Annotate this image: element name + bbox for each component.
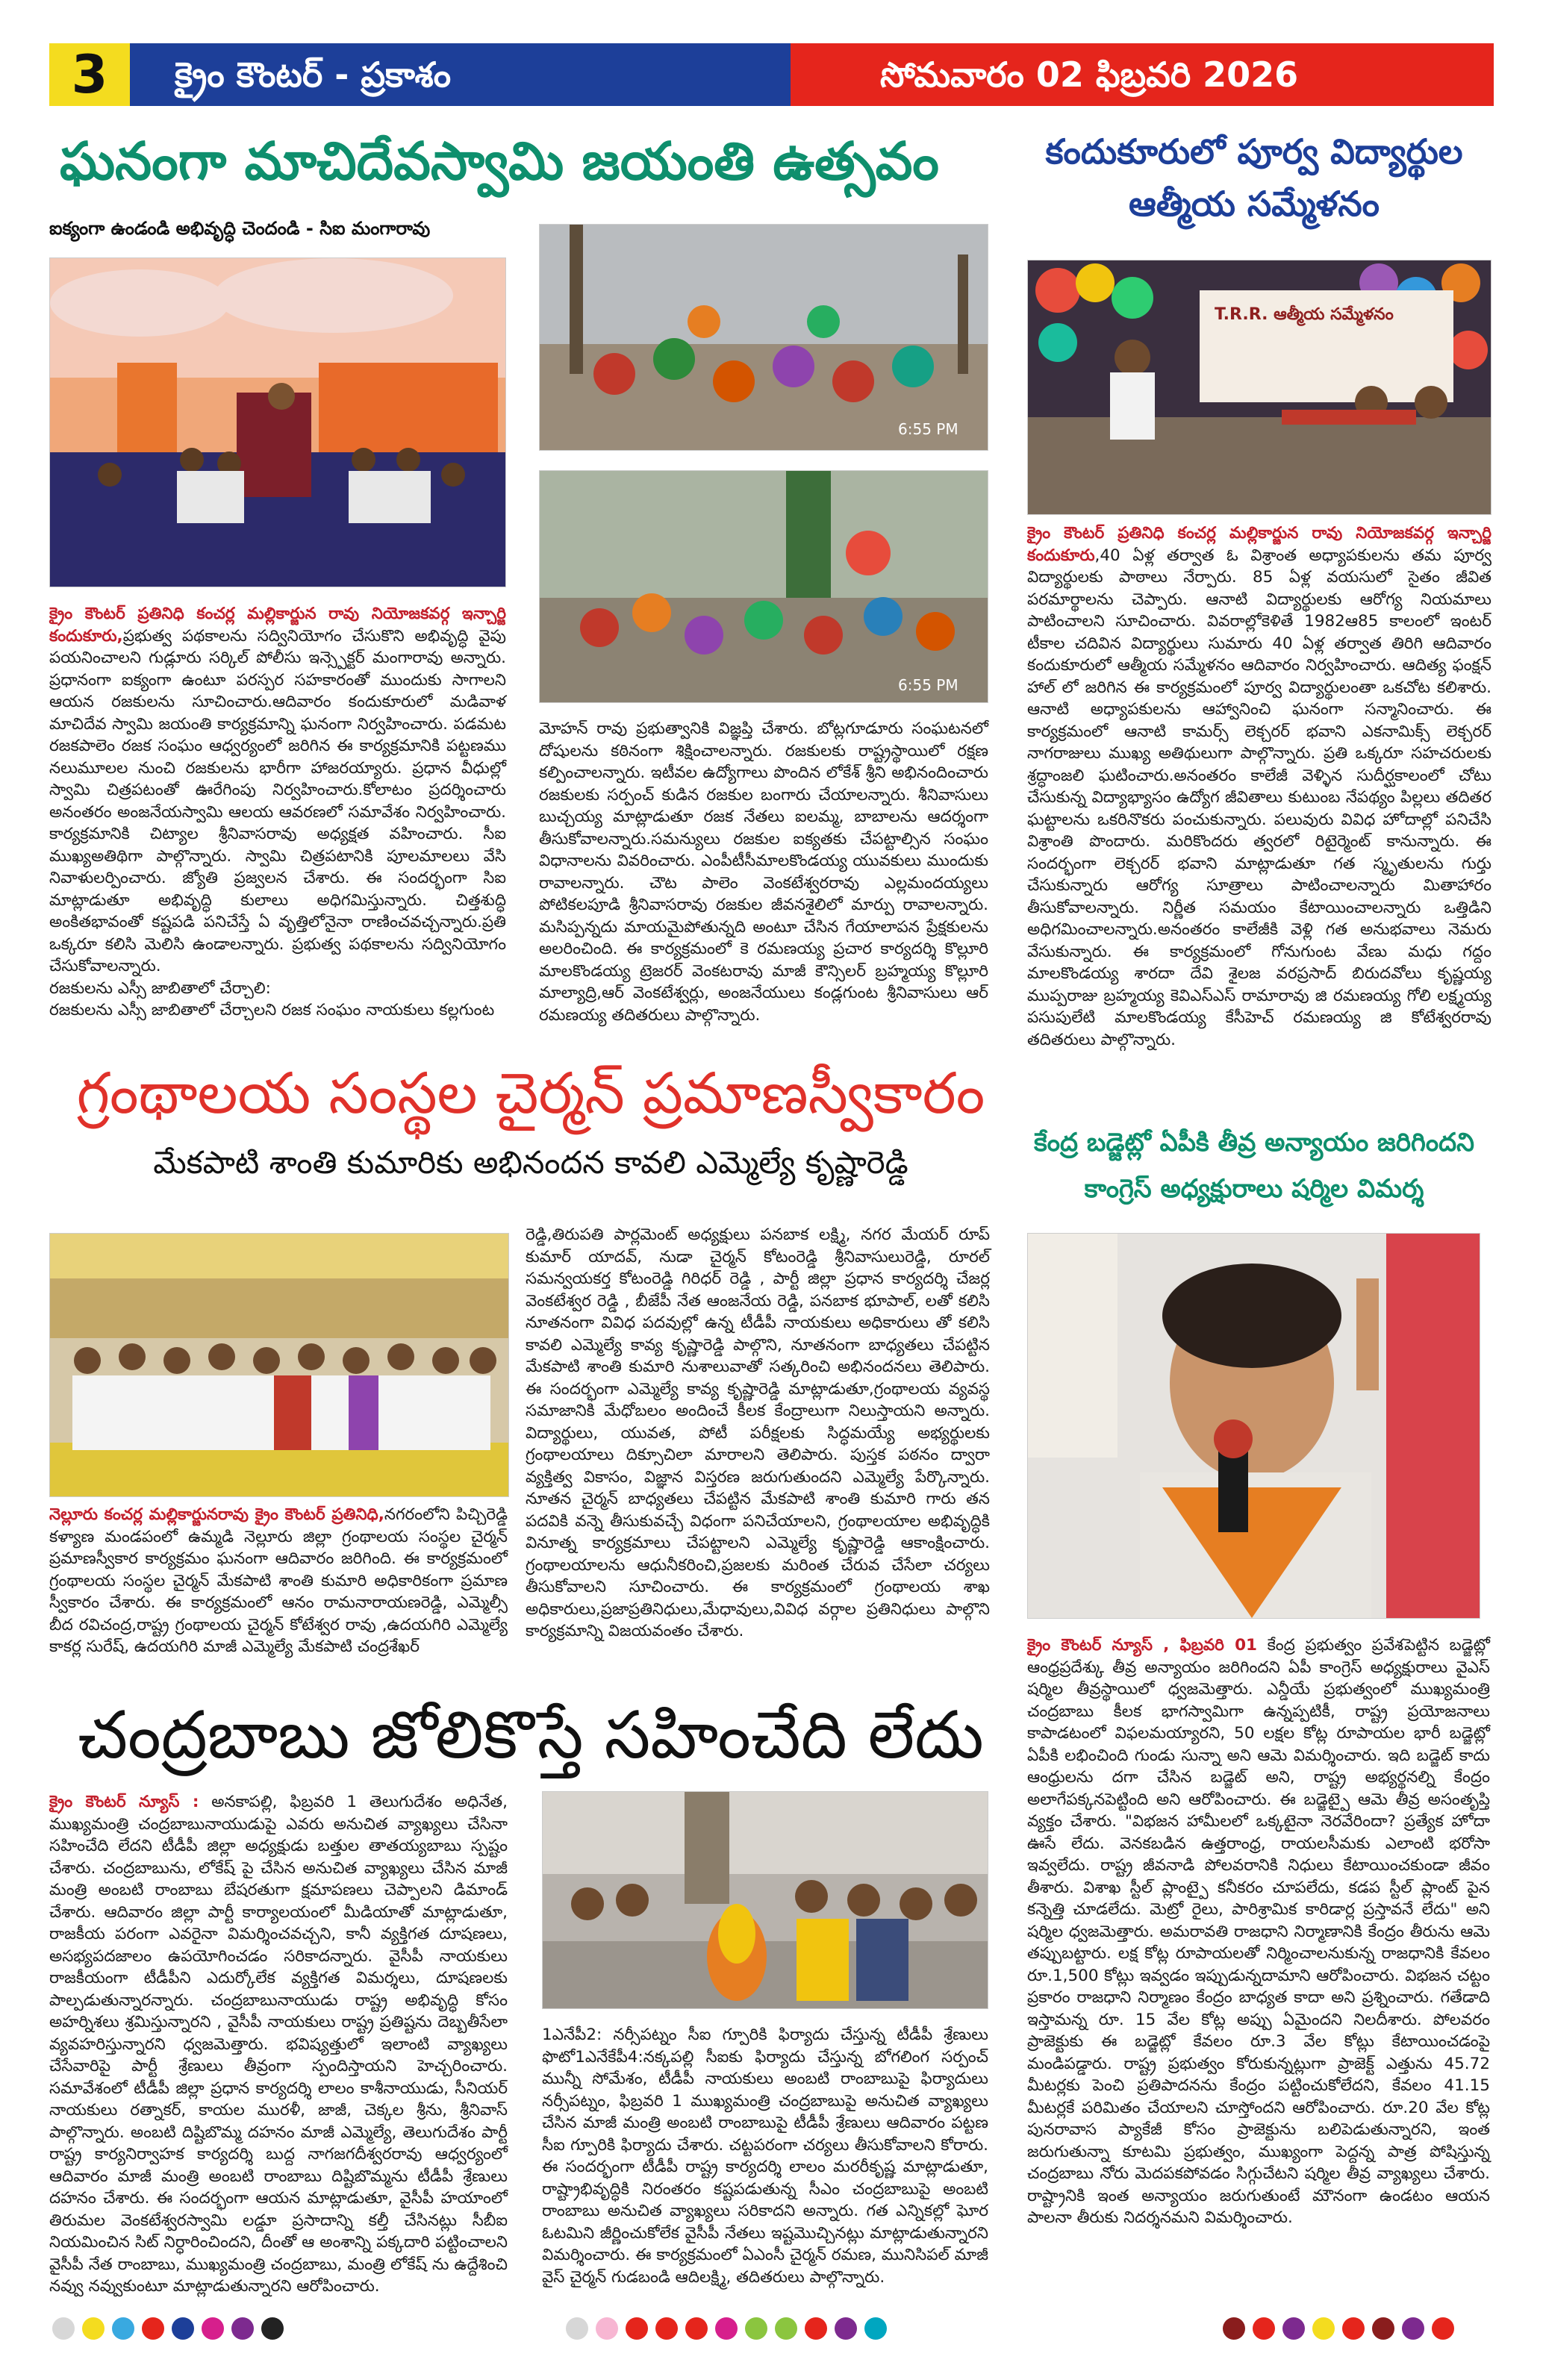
footer-dot [172,2317,194,2340]
story1-photo-dance-1 [539,224,988,451]
footer-dot [261,2317,284,2340]
byline: నెల్లూరు కంచర్ల మల్లికార్జునరావు క్రైం కౌంటర్ ప్రతినిధి, [49,1505,384,1524]
story2-body: క్రైం కౌంటర్ ప్రతినిధి కంచర్ల మల్లికార్జున రావు నియోజకవర్గ ఇన్చార్జి కందుకూరు,40 ఏళ్ల తర్వాత ఓ విశ్రాంత అధ్యాపకులను తమ పూర్వ విద్యార్థులకు పాఠాలు నేర్పారు. 85 ఏళ్ల వయసులో సైతం జీవిత పరమార్థాలను చెప్పారు. ఆనాటి విద్యార్థులకు ఆరోగ్య నియమాలు పాటించాలని సూచించారు. వివరాల్లోకెళితే 1982ఆ85 కాలంలో ఇంటర్ టీకాల చదివిన విద్యార్థులు సుమారు 40 ఏళ్ల తర్వాత తిరిగి ఆదివారం కందుకూరులో ఆత్మీయ సమ్మేళనం ఆదివారం నిర్వహించారు. ఆదిత్య ఫంక్షన్ హాల్ లో జరిగిన ఈ కార్యక్రమంలో పూర్వ విద్యార్థులంతా ఒకచోట కలిశారు. ఆనాటి అధ్యాపకులను ఆహ్వానించి ఘనంగా సన్మానించారు. ఈ కార్యక్రమంలో ఆనాటి కామర్స్ లెక్చరర్ భవాని ఎకనామిక్స్ లెక్చరర్ నాగరాజులు ముఖ్య అతిథులుగా పాల్గొన్నారు. ప్రతి ఒక్కరూ సహచరులకు శ్రద్ధాంజలి ఘటించారు.అనంతరం కాలేజీ వెళ్ళిన సుదీర్ఘకాలంలో చోటు చేసుకున్న విద్యాభ్యాసం ఉద్యోగ జీవితాలు కుటుంబ నేపథ్యం పిల్లలు తదితర ఘట్టాలను ఒకరినొకరు పంచుకున్నారు. పలువురు వివిధ హోదాల్లో పనిచేసి విశ్రాంతి పొందారు. మరికొందరు త్వరలో రిటైర్మెంట్ కానున్నారు. ఈ సందర్భంగా లెక్చరర్ భవాని మాట్లాడుతూ గత స్మృతులను గుర్తు చేసుకున్నారు ఆరోగ్య సూత్రాలు పాటించాలన్నారు మితాహారం తీసుకోవాలన్నారు. నిర్ణీత సమయం కేటాయించాలన్నారు ఒత్తిడిని అధిగమించాలన్నారు.అనంతరం కాలేజీకి వెళ్లి గత అనుభవాలు నెమరు వేసుకున్నారు. ఈ కార్యక్రమంలో గోనుగుంట వేణు మధు గద్దం మాలకొండయ్య శారదా దేవి శైలజ వరప్రసాద్ బిరుదవోలు కృష్ణయ్య ముప్పరాజు బ్రహ్మయ్య కెవిఎస్ఎస్ రామారావు జి రమణయ్య గోలి లక్ష్మయ్య పసుపులేటి మాలకొండయ్య కేసీహెచ్ రమణయ్య జి కోటేశ్వరరావు తదితరులు పాల్గొన్నారు. [1027,524,1491,1049]
byline: క్రైం కౌంటర్ ప్రతినిధి కంచర్ల మల్లికార్జున రావు నియోజకవర్గ ఇన్చార్జి కందుకూరు [1027,524,1491,565]
photo-timestamp: 6:55 PM [898,420,958,438]
story1-subhead: ఐక్యంగా ఉండండి అభివృద్ధి చెందండి - సిఐ మంగారావు [49,218,431,239]
byline: క్రైం కౌంటర్ ప్రతినిధి కంచర్ల మల్లికార్జున రావు నియోజకవర్గ ఇన్చార్జి కందుకూరు, [49,605,506,646]
story5-col1: క్రైం కౌంటర్ న్యూస్ : అనకాపల్లి, ఫిబ్రవరి 1 తెలుగుదేశం అధినేత, ముఖ్యమంత్రి చంద్రబాబునాయుడుపై ఎవరు అనుచిత వ్యాఖ్యలు చేసినా సహించేది లేదని టీడీపీ జిల్లా అధ్యక్షుడు బత్తుల తాతయ్యబాబు స్పష్టం చేశారు. చంద్రబాబును, లోకేష్ పై చేసిన అనుచిత వ్యాఖ్యలు చేసిన మాజీ మంత్రి అంబటి రాంబాబు బేషరతుగా క్షమాపణలు చెప్పాలని డిమాండ్ చేశారు. ఆదివారం జిల్లా పార్టీ కార్యాలయంలో మీడియాతో మాట్లాడుతూ, రాజకీయ పరంగా ఎవరైనా విమర్శించవచ్చని, కానీ వ్యక్తిగత దూషణలు, అసభ్యపదజాలం ఉపయోగించడం సరికాదన్నారు. వైసీపీ నాయకులు రాజకీయంగా టీడీపీని ఎదుర్కోలేక వ్యక్తిగత విమర్శలు, దూషణలకు పాల్పడుతున్నారన్నారు. చంద్రబాబునాయుడు రాష్ట్ర అభివృద్ధి కోసం అహర్నిశలు శ్రమిస్తున్నారని , వైసీపీ నాయకులు రాష్ట్ర ప్రతిష్టను దెబ్బతీసేలా వ్యవహరిస్తున్నారని ధ్వజమెత్తారు. భవిష్యత్తులో ఇలాంటి వ్యాఖ్యలు చేసేవారిపై పార్టీ శ్రేణులు తీవ్రంగా స్పందిస్తాయని హెచ్చరించారు. సమావేశంలో టీడీపీ జిల్లా ప్రధాన కార్యదర్శి లాలం కాశీనాయుడు, సీనియర్ నాయకులు రత్నాకర్, కాయల మురళీ, జాజీ, చెక్కల శ్రీను, శ్రీనివాస్ పాల్గొన్నారు. అంబటి దిష్టిబొమ్మ దహనం మాజీ ఎమ్మెల్యే, తెలుగుదేశం పార్టీ రాష్ట్ర కార్యనిర్వాహక కార్యదర్శి బుద్ద నాగజగదీశ్వరరావు ఆధ్వర్యంలో ఆదివారం మాజీ మంత్రి అంబటి రాంబాబు దిష్టిబొమ్మను టీడీపీ శ్రేణులు దహనం చేశారు. ఈ సందర్భంగా ఆయన మాట్లాడుతూ, వైసీపీ హయాంలో తిరుమల వెంకటేశ్వరస్వామి లడ్డూ ప్రసాదాన్ని కల్తీ చేసినట్లు సీబీఐ నియమించిన సిట్ నిర్ధారించిందని, దీంతో ఆ అంశాన్ని పక్కదారి పట్టించాలని వైసీపీ నేత రాంబాబు, ముఖ్యమంత్రి చంద్రబాబు, మంత్రి లోకేష్ ను ఉద్దేశించి నవ్వు నవ్వుకుంటూ మాట్లాడుతున్నారని ఆరోపించారు. [49,1793,508,2296]
footer-dot [1372,2317,1394,2340]
footer-dot [52,2317,75,2340]
story3-col2: రెడ్డి,తిరుపతి పార్లమెంట్ అధ్యక్షులు పనబాక లక్ష్మి, నగర మేయర్ రూప్ కుమార్ యాదవ్, నుడా చైర్మన్ కోటంరెడ్డి శ్రీనివాసులురెడ్డి, రూరల్ సమన్వయకర్త కోటంరెడ్డి గిరిధర్ రెడ్డి , పార్టీ జిల్లా ప్రధాన కార్యదర్శి చేజర్ల వెంకటేశ్వర రెడ్డి , బీజేపీ నేత ఆంజనేయ రెడ్డి, పనబాక భూపాల్, లతో కలిసి నూతనంగా వివిధ పదవుల్లో ఉన్న టీడీపీ నాయకులు అధికారులు తో కలిసి కావలి ఎమ్మెల్యే కావ్య కృష్ణారెడ్డి పాల్గొని, నూతనంగా బాధ్యతలు చేపట్టిన మేకపాటి శాంతి కుమారి నుశాలువాతో సత్కరించి అభినందనలు తెలిపారు. ఈ సందర్భంగా ఎమ్మెల్యే కావ్య కృష్ణారెడ్డి మాట్లాడుతూ,గ్రంథాలయ వ్యవస్థ సమాజానికి మేధోబలం అందించే కీలక కేంద్రాలుగా నిలుస్తాయని అన్నారు. విద్యార్థులు, యువత, పోటీ పరీక్షలకు సిద్ధమయ్యే అభ్యర్థులకు గ్రంథాలయాలు దిక్సూచిలా మారాలని తెలిపారు. పుస్తక పఠనం ద్వారా వ్యక్తిత్వ వికాసం, విజ్ఞాన విస్తరణ జరుగుతుందని ఎమ్మెల్యే పేర్కొన్నారు. నూతన చైర్మన్ బాధ్యతలు చేపట్టిన మేకపాటి శాంతి కుమారి గారు తన పదవికి వన్నె తీసుకువచ్చే విధంగా పనిచేయాలని, గ్రంథాలయాల అభివృద్ధికి వినూత్న కార్యక్రమాలు చేపట్టాలని ఎమ్మెల్యే కృష్ణారెడ్డి ఆకాంక్షించారు. గ్రంథాలయాలను ఆధునీకరించి,ప్రజలకు మరింత చేరువ చేసేలా చర్యలు తీసుకోవాలని సూచించారు. ఈ కార్యక్రమంలో గ్రంథాలయ శాఖ అధికారులు,ప్రజాప్రతినిధులు,మేధావులు,వివిధ వర్గాల ప్రతినిధులు పాల్గొని కార్యక్రమాన్ని విజయవంతం చేశారు. [526,1225,990,1640]
footer-dot [835,2317,857,2340]
story1-col2: మోహన్ రావు ప్రభుత్వానికి విజ్ఞప్తి చేశారు. బోట్లగూడూరు సంఘటనలో దోషులను కఠినంగా శిక్షించాలన్నారు. రజకులకు రాష్ట్రస్థాయిలో రక్షణ కల్పించాలన్నారు. ఇటీవల ఉద్యోగాలు పొందిన లోకేశ్ శ్రీని అభినందించారు రజకులకు సర్పంచ్ కుడిన రజకుల బంగారు చేయాలన్నారు. శీనివాసులు బుచ్చయ్య మాట్లాడుతూ రజక నేతలు ఐలమ్మ, బాబాలను ఆదర్శంగా తీసుకోవాలన్నారు.సమన్యులు రజకుల ఐక్యతకు చేపట్టాల్సిన సంఘం విధానాలను వివరించారు. ఎంపీటీసీమాలకొండయ్య యువకులు ముందుకు రావాలన్నారు. చౌట పాలెం వెంకటేశ్వరరావు ఎల్లమందయ్యలు పోటికలపూడి శ్రీనివాసరావు రజకుల జీవనశైలిలో మార్పు రావాలన్నారు. మసిప్పన్నదు మాయమైపోతున్నది అంటూ చేసిన గేయాలాపన ప్రేక్షకులను అలరించింది. ఈ కార్యక్రమంలో కె రమణయ్య ప్రచార కార్యదర్శి కొల్లూరి మాలకొండయ్య ట్రెజరర్ వెంకటరావు మాజీ కౌన్సిలర్ బ్రహ్మయ్య కొల్లూరి మాల్యాద్రి,ఆర్ వెంకటేశ్వర్లు, అంజనేయులు కండ్లగుంట శ్రీనివాసులు ఆర్ రమణయ్య తదితరులు పాల్గొన్నారు. [539,719,988,1025]
story3-col1: నెల్లూరు కంచర్ల మల్లికార్జునరావు క్రైం కౌంటర్ ప్రతినిధి,నగరంలోని పిచ్చిరెడ్డి కళ్యాణ మండపంలో ఉమ్మడి నెల్లూరు జిల్లా గ్రంథాలయ సంస్థల చైర్మన్ ప్రమాణస్వీకార కార్యక్రమం ఘనంగా ఆదివారం జరిగింది. ఈ కార్యక్రమంలో గ్రంథాలయ సంస్థల చైర్మన్ మేకపాటి శాంతి కుమారి అధికారికంగా ప్రమాణ స్వీకారం చేశారు. ఈ కార్యక్రమంలో ఆనం రామనారాయణరెడ్డి, ఎమ్మెల్సీ బీద రవిచంద్ర,రాష్ట్ర గ్రంథాలయ చైర్మన్ కోటేశ్వర రావు ,ఉదయగిరి ఎమ్మెల్యే కాకర్ల సురేష్, ఉదయగిరి మాజీ ఎమ్మెల్యే మేకపాటి చంద్రశేఖర్ [49,1505,508,1656]
photo-timestamp: 6:55 PM [898,676,958,694]
footer-dot [715,2317,738,2340]
footer-dot [864,2317,887,2340]
footer-dot [1342,2317,1365,2340]
footer-dot [805,2317,827,2340]
footer-dot [1432,2317,1454,2340]
story3-photo [49,1233,509,1497]
footer-dot [685,2317,708,2340]
footer-dot [745,2317,767,2340]
story4-headline: కేంద్ర బడ్జెట్లో ఏపీకి తీవ్ర అన్యాయం జరిగిందని కాంగ్రెస్ అధ్యక్షురాలు షర్మిల విమర్శ [1034,1128,1474,1204]
story1-headline: ఘనంగా మాచిదేవస్వామి జయంతి ఉత్సవం [60,131,939,192]
footer-dot [1282,2317,1305,2340]
story2-headline: కందుకూరులో పూర్వ విద్యార్థుల ఆత్మీయ సమ్మేళనం [1045,131,1463,224]
story4-body: క్రైం కౌంటర్ న్యూస్ , ఫిబ్రవరి 01 కేంద్ర ప్రభుత్వం ప్రవేశపెట్టిన బడ్జెట్లో ఆంధ్రప్రదేశ్కు తీవ్ర అన్యాయం జరిగిందని ఏపీ కాంగ్రెస్ అధ్యక్షురాలు వైఎస్ షర్మిల తీవ్రస్థాయిలో ధ్వజమెత్తారు. ఎన్డీయే ప్రభుత్వంలో ముఖ్యమంత్రి చంద్రబాబు కీలక భాగస్వామిగా ఉన్నప్పటికీ, రాష్ట్ర ప్రయోజనాలు కాపాడటంలో విఫలమయ్యారని, 50 లక్షల కోట్ల రూపాయల భారీ బడ్జెట్లో ఏపీకి లభించింది గుండు సున్నా అని ఆమె విమర్శించారు. ఇది బడ్జెట్ కాదు ఆంధ్రులను దగా చేసిన బడ్జెట్ అని, రాష్ట్ర అభ్యర్థనల్ని కేంద్రం అలాగేపక్కనపెట్టింది అని ఆరోపించారు. ఈ బడ్జెట్పై ఆమె తీవ్ర అసంతృప్తి వ్యక్తం చేశారు. "విభజన హామీలలో ఒక్కటైనా నెరవేరిందా? ప్రత్యేక హోదా ఊసే లేదు. వెనకబడిన ఉత్తరాంధ్ర, రాయలసీమకు ఎలాంటి భరోసా ఇవ్వలేదు. రాష్ట్ర జీవనాడి పోలవరానికి నిధులు కేటాయించకుండా జీవం తీశారు. విశాఖ స్టీల్ ప్లాంట్పై కనీకరం చూపలేదు, కడప స్టీల్ ప్లాంట్ పైన కన్నెత్తి చూడలేదు. మెట్రో రైలు, పారిశ్రామిక కారిడార్ల ప్రస్తావనే లేదు" అని షర్మిల ధ్వజమెత్తారు. అమరావతి రాజధాని నిర్మాణానికి కేంద్రం తీరును ఆమె తప్పుబట్టారు. లక్ష కోట్ల రూపాయలతో నిర్మించాలనుకున్న రాజధానికి కేవలం రూ.1,500 కోట్లు ఇవ్వడం ఇప్పుడున్నదామాని ఆరోపించారు. విభజన చట్టం ప్రకారం రాజధాని నిర్మాణం కేంద్రం బాధ్యత కాదా అని ప్రశ్నించారు. గతేడాది ఇస్తామన్న రూ. 15 వేల కోట్ల అప్పు ఏమైందని నిలదీశారు. పోలవరం ప్రాజెక్టుకు ఈ బడ్జెట్లో కేవలం రూ.3 వేల కోట్లు కేటాయించడంపై మండిపడ్డారు. రాష్ట్ర ప్రభుత్వం కోరుకున్నట్లుగా ప్రాజెక్ట్ ఎత్తును 45.72 మీటర్లకు పెంచి ప్రతిపాదనను కేంద్రం పట్టించుకోలేదని, కేవలం 41.15 మీటర్లకే పరిమితం చేయాలని చూస్తోందని ఆరోపించారు. రూ.20 వేల కోట్ల పునరావాస ప్యాకేజీ కోసం ప్రాజెక్టును బలిపెడుతున్నారని, ఇంత జరుగుతున్నా కూటమి ప్రభుత్వం, ముఖ్యంగా పెద్దన్న పాత్ర పోషిస్తున్న చంద్రబాబు నోరు మెదపకపోవడం సిగ్గుచేటని షర్మిల తీవ్ర వ్యాఖ్యలు చేశారు. రాష్ట్రానికి ఇంత అన్యాయం జరుగుతుంటే మౌనంగా ఉండటం ఆయన పాలనా తీరుకు నిదర్శనమని విమర్శించారు. [1027,1636,1490,2227]
footer-dot [626,2317,648,2340]
footer-dot [566,2317,588,2340]
story1-col1: క్రైం కౌంటర్ ప్రతినిధి కంచర్ల మల్లికార్జున రావు నియోజకవర్గ ఇన్చార్జి కందుకూరు,ప్రభుత్వ పథకాలను సద్వినియోగం చేసుకొని అభివృద్ధి వైపు పయనించాలని గుడ్లూరు సర్కిల్ పోలీసు ఇన్స్పెక్టర్ మంగారావు అన్నారు. ప్రధానంగా ఐక్యంగా ఉంటూ పరస్పర సహకారంతో ముందుకు సాగాలని ఆయన రజకులను సూచించారు.ఆదివారం కందుకూరులో మడివాళ మాచిదేవ స్వామి జయంతి కార్యక్రమాన్ని ఘనంగా నిర్వహించారు. పడమట రజకపాలెం రజక సంఘం ఆధ్వర్యంలో జరిగిన ఈ కార్యక్రమానికి పట్టణము నలుమూలల నుంచి రజకులను భారీగా హాజరయ్యారు. ప్రధాన వీధుల్లో స్వామి చిత్రపటంతో ఊరేగింపు నిర్వహించారు.కోలాటం ప్రదర్శించారు అనంతరం అంజనేయస్వామి ఆలయ ఆవరణలో సమావేశం నిర్వహించారు. కార్యక్రమానికి చిట్యాల శ్రీనివాసరావు అధ్యక్షత వహించారు. సీఐ ముఖ్యఅతిథిగా పాల్గొన్నారు. స్వామి చిత్రపటానికి పూలమాలలు వేసి నివాళులర్పించారు. జ్యోతి ప్రజ్వలన చేశారు. ఈ సందర్భంగా సిఐ మాట్లాడుతూ అభివృద్ధి కులాలు అధిగమిస్తున్నారు. చిత్తశుద్ధి అంకితభావంతో కష్టపడి పనిచేస్తే ఏ వృత్తిలోనైనా రాణించవచ్చన్నారు.ప్రతి ఒక్కరూ కలిసి మెలిసి ఉండాలన్నారు. ప్రభుత్వ పథకాలను సద్వినియోగం చేసుకోవాలన్నారు. రజకులను ఎస్సీ జాబితాలో చేర్చాలి: రజకులను ఎస్సీ జాబితాలో చేర్చాలని రజక సంఘం నాయకులు కల్లగుంట [49,605,506,1019]
footer-dot [231,2317,254,2340]
story1-photo-stage [49,257,506,587]
story2-photo [1027,260,1491,515]
footer-dot [655,2317,678,2340]
issue-date: సోమవారం 02 ఫిబ్రవరి 2026 [791,43,1494,106]
footer-dot [142,2317,164,2340]
footer-dot [202,2317,224,2340]
footer-dot [596,2317,618,2340]
byline: క్రైం కౌంటర్ న్యూస్ : [49,1793,199,1811]
story5-photo [542,1791,988,2009]
story3-subhead: మేకపాటి శాంతి కుమారికు అభినందన కావలి ఎమ్మెల్యే కృష్ణారెడ్డి [153,1144,908,1181]
footer-dot [775,2317,797,2340]
story5-col2: 1ఎనేపీ2: నర్సీపట్నం సీఐ గ్పూరికి ఫిర్యాదు చేస్తున్న టీడీపీ శ్రేణులు ఫొటో1ఎనేకేపీ4:నక్కపల్లి సీఐకు ఫిర్యాదు చేస్తున్న బోగలింగ సర్పంచ్ మున్నీ సోమేశం, టీడీపీ నాయకులు అంబటి రాంబాబుపై ఫిర్యాదులు నర్సీపట్నం, ఫిబ్రవరి 1 ముఖ్యమంత్రి చంద్రబాబుపై అనుచిత వ్యాఖ్యలు చేసిన మాజీ మంత్రి అంబటి రాంబాబుపై టీడీపీ శ్రేణులు ఆదివారం పట్టణ సీఐ గ్పూరికి ఫిర్యాదు చేశారు. చట్టపరంగా చర్యలు తీసుకోవాలని కోరారు. ఈ సందర్భంగా టీడీపీ రాష్ట్ర కార్యదర్శి లాలం మరరీకృష్ణ మాట్లాడుతూ, రాష్ట్రాభివృద్ధికి నిరంతరం కష్టపడుతున్న సీఎం చంద్రబాబుపై అంబటి రాంబాబు అనుచిత వ్యాఖ్యలు సరికాదని అన్నారు. గత ఎన్నికల్లో ఘోర ఓటమిని జీర్ణించుకోలేక వైసీపీ నేతలు ఇష్టమొచ్చినట్లు మాట్లాడుతున్నారని విమర్శించారు. ఈ కార్యక్రమంలో ఏఎంసీ చైర్మన్ రమణ, మునిసిపల్ మాజీ వైస్ చైర్మన్ గుడబండి ఆదిలక్ష్మి, తదితరులు పాల్గొన్నారు. [542,2026,988,2287]
story1-photo-dance-2 [539,470,988,703]
story3-headline: గ్రంథాలయ సంస్థల చైర్మన్ ప్రమాణస్వీకారం [76,1060,985,1126]
footer-dot [1223,2317,1245,2340]
footer-dot [1402,2317,1424,2340]
story5-headline: చంద్రబాబు జోలికొస్తే సహించేది లేదు [78,1696,984,1773]
section-title: క్రైం కౌంటర్ - ప్రకాశం [130,43,791,106]
footer-dot [1312,2317,1335,2340]
footer-dot [112,2317,134,2340]
footer-dot [82,2317,105,2340]
page-number: 3 [49,43,130,106]
footer-dot [1253,2317,1275,2340]
banner-text: T.R.R. ఆత్మీయ సమ్మేళనం [1215,305,1394,324]
story4-photo [1027,1233,1480,1619]
byline: క్రైం కౌంటర్ న్యూస్ , ఫిబ్రవరి 01 [1027,1636,1258,1655]
